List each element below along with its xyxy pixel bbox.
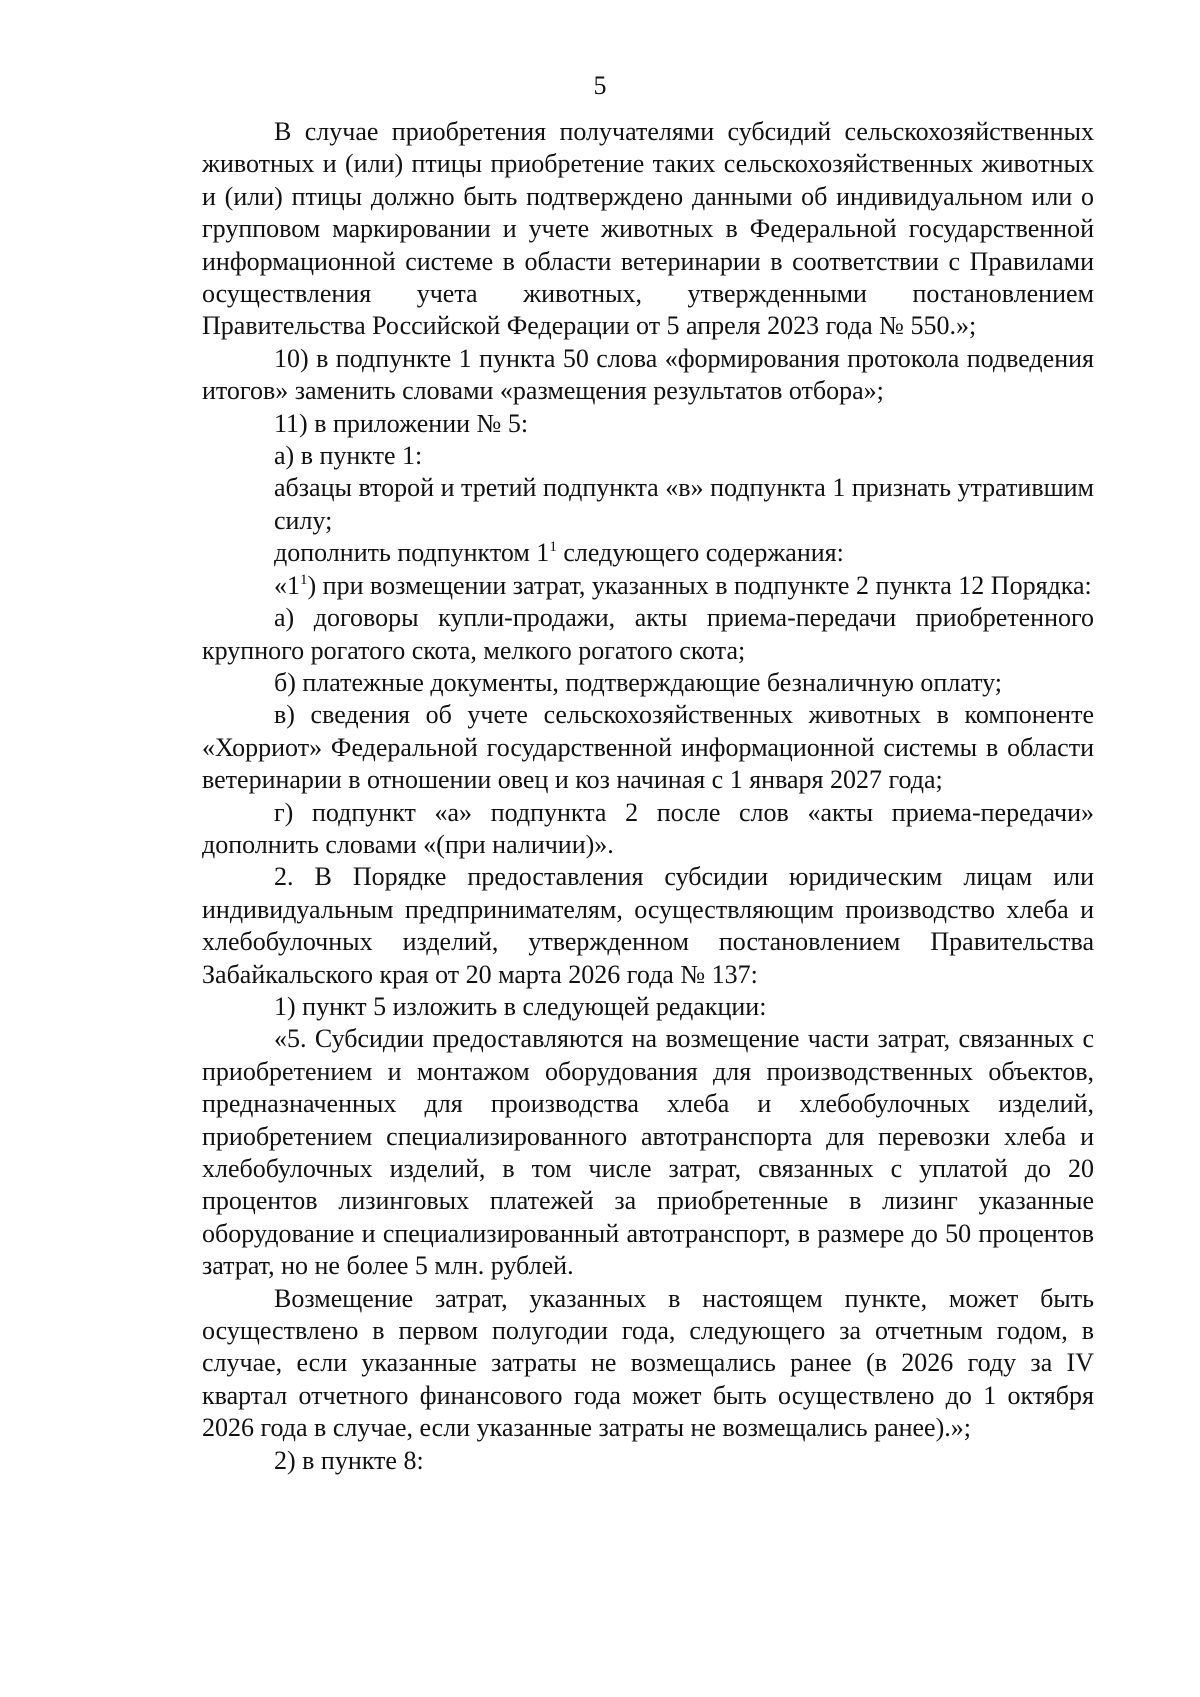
paragraph-add-subpoint	[202, 537, 1094, 569]
paragraph-abzatsy-invalid: абзацы второй и третий подпункта «в» подпункта 1 признать утратившим силу;	[274, 473, 1094, 535]
paragraph-reimbursement: Возмещение затрат, указанных в настоящем пункте, может быть осуществлено в первом полугодии года, следующего за отчетным годом, в случае, если указанные затраты не возмещались ранее (в 2026 году за IV квартал отчетного финансового года может быть осуществлено до 1 октября 2026 года в случае, если указанные затраты не возмещались ранее).»;	[202, 1283, 1094, 1443]
paragraph-subpoint-1-1	[202, 570, 1094, 602]
paragraph-livestock-marking: В случае приобретения получателями субсидий сельскохозяйственных животных и (или) птицы приобретение таких сельскохозяйственных животных и (или) птицы должно быть подтверждено данными об индивидуальном или о групповом маркировании и учете животных в Федеральной государственной информационной системе в области ветеринарии в соответствии с Правилами осуществления учета животных, утвержденными постановлением Правительства Российской Федерации от 5 апреля 2023 года № 550.»;	[202, 117, 1094, 341]
add-subpoint-text-after: следующего содержания:	[556, 538, 844, 568]
subpoint-text-after: ) при возмещении затрат, указанных в подпункте 2 пункта 12 Порядка:	[307, 570, 1092, 600]
paragraph-point-5-edit: 1) пункт 5 изложить в следующей редакции:	[274, 991, 767, 1021]
paragraph-section-2-bread: 2. В Порядке предоставления субсидии юридическим лицам или индивидуальным предпринимателям, осуществляющим производство хлеба и хлебобулочных изделий, утвержденном постановлением Правительства Забайкальского края от 20 марта 2026 года № 137:	[202, 862, 1094, 989]
superscript-index: 1	[549, 539, 557, 556]
paragraph-point-5-text: «5. Субсидии предоставляются на возмещение части затрат, связанных с приобретением и монтажом оборудования для производственных объектов, предназначенных для производства хлеба и хлебобулочных изделий, приобретением специализированного автотранспорта для перевозки хлеба и хлебобулочных изделий, в том числе затрат, связанных с уплатой до 20 процентов лизинговых платежей за приобретенные в лизинг указанные оборудование и специализированный автотранспорт, в размере до 50 процентов затрат, но не более 5 млн. рублей.	[202, 1024, 1094, 1281]
paragraph-list-b-payments: б) платежные документы, подтверждающие безналичную оплату;	[274, 667, 1003, 697]
paragraph-item-10: 10) в подпункте 1 пункта 50 слова «формирования протокола подведения итогов» заменить словами «размещения результатов отбора»;	[202, 343, 1094, 406]
page-number: 5	[593, 71, 607, 100]
paragraph-list-a-contracts: а) договоры купли-продажи, акты приема-передачи приобретенного крупного рогатого скота, мелкого рогатого скота;	[202, 603, 1094, 665]
paragraph-point-8: 2) в пункте 8:	[274, 1445, 424, 1475]
subpoint-text-before: «1	[274, 570, 300, 600]
paragraph-list-v-horriot: в) сведения об учете сельскохозяйственных животных в компоненте «Хорриот» Федеральной государственной информационной системы в области ветеринарии в отношении овец и коз начиная с 1 января 2027 года;	[202, 700, 1094, 795]
paragraph-subitem-a-point-1: а) в пункте 1:	[274, 441, 423, 471]
paragraph-item-11: 11) в приложении № 5:	[274, 408, 529, 438]
superscript-index: 1	[300, 571, 308, 588]
paragraph-list-g-amendment: г) подпункт «а» подпункта 2 после слов «акты приема-передачи» дополнить словами «(при наличии)».	[202, 797, 1094, 859]
add-subpoint-text-before: дополнить подпунктом 1	[274, 538, 550, 568]
document-body	[202, 116, 1094, 1477]
